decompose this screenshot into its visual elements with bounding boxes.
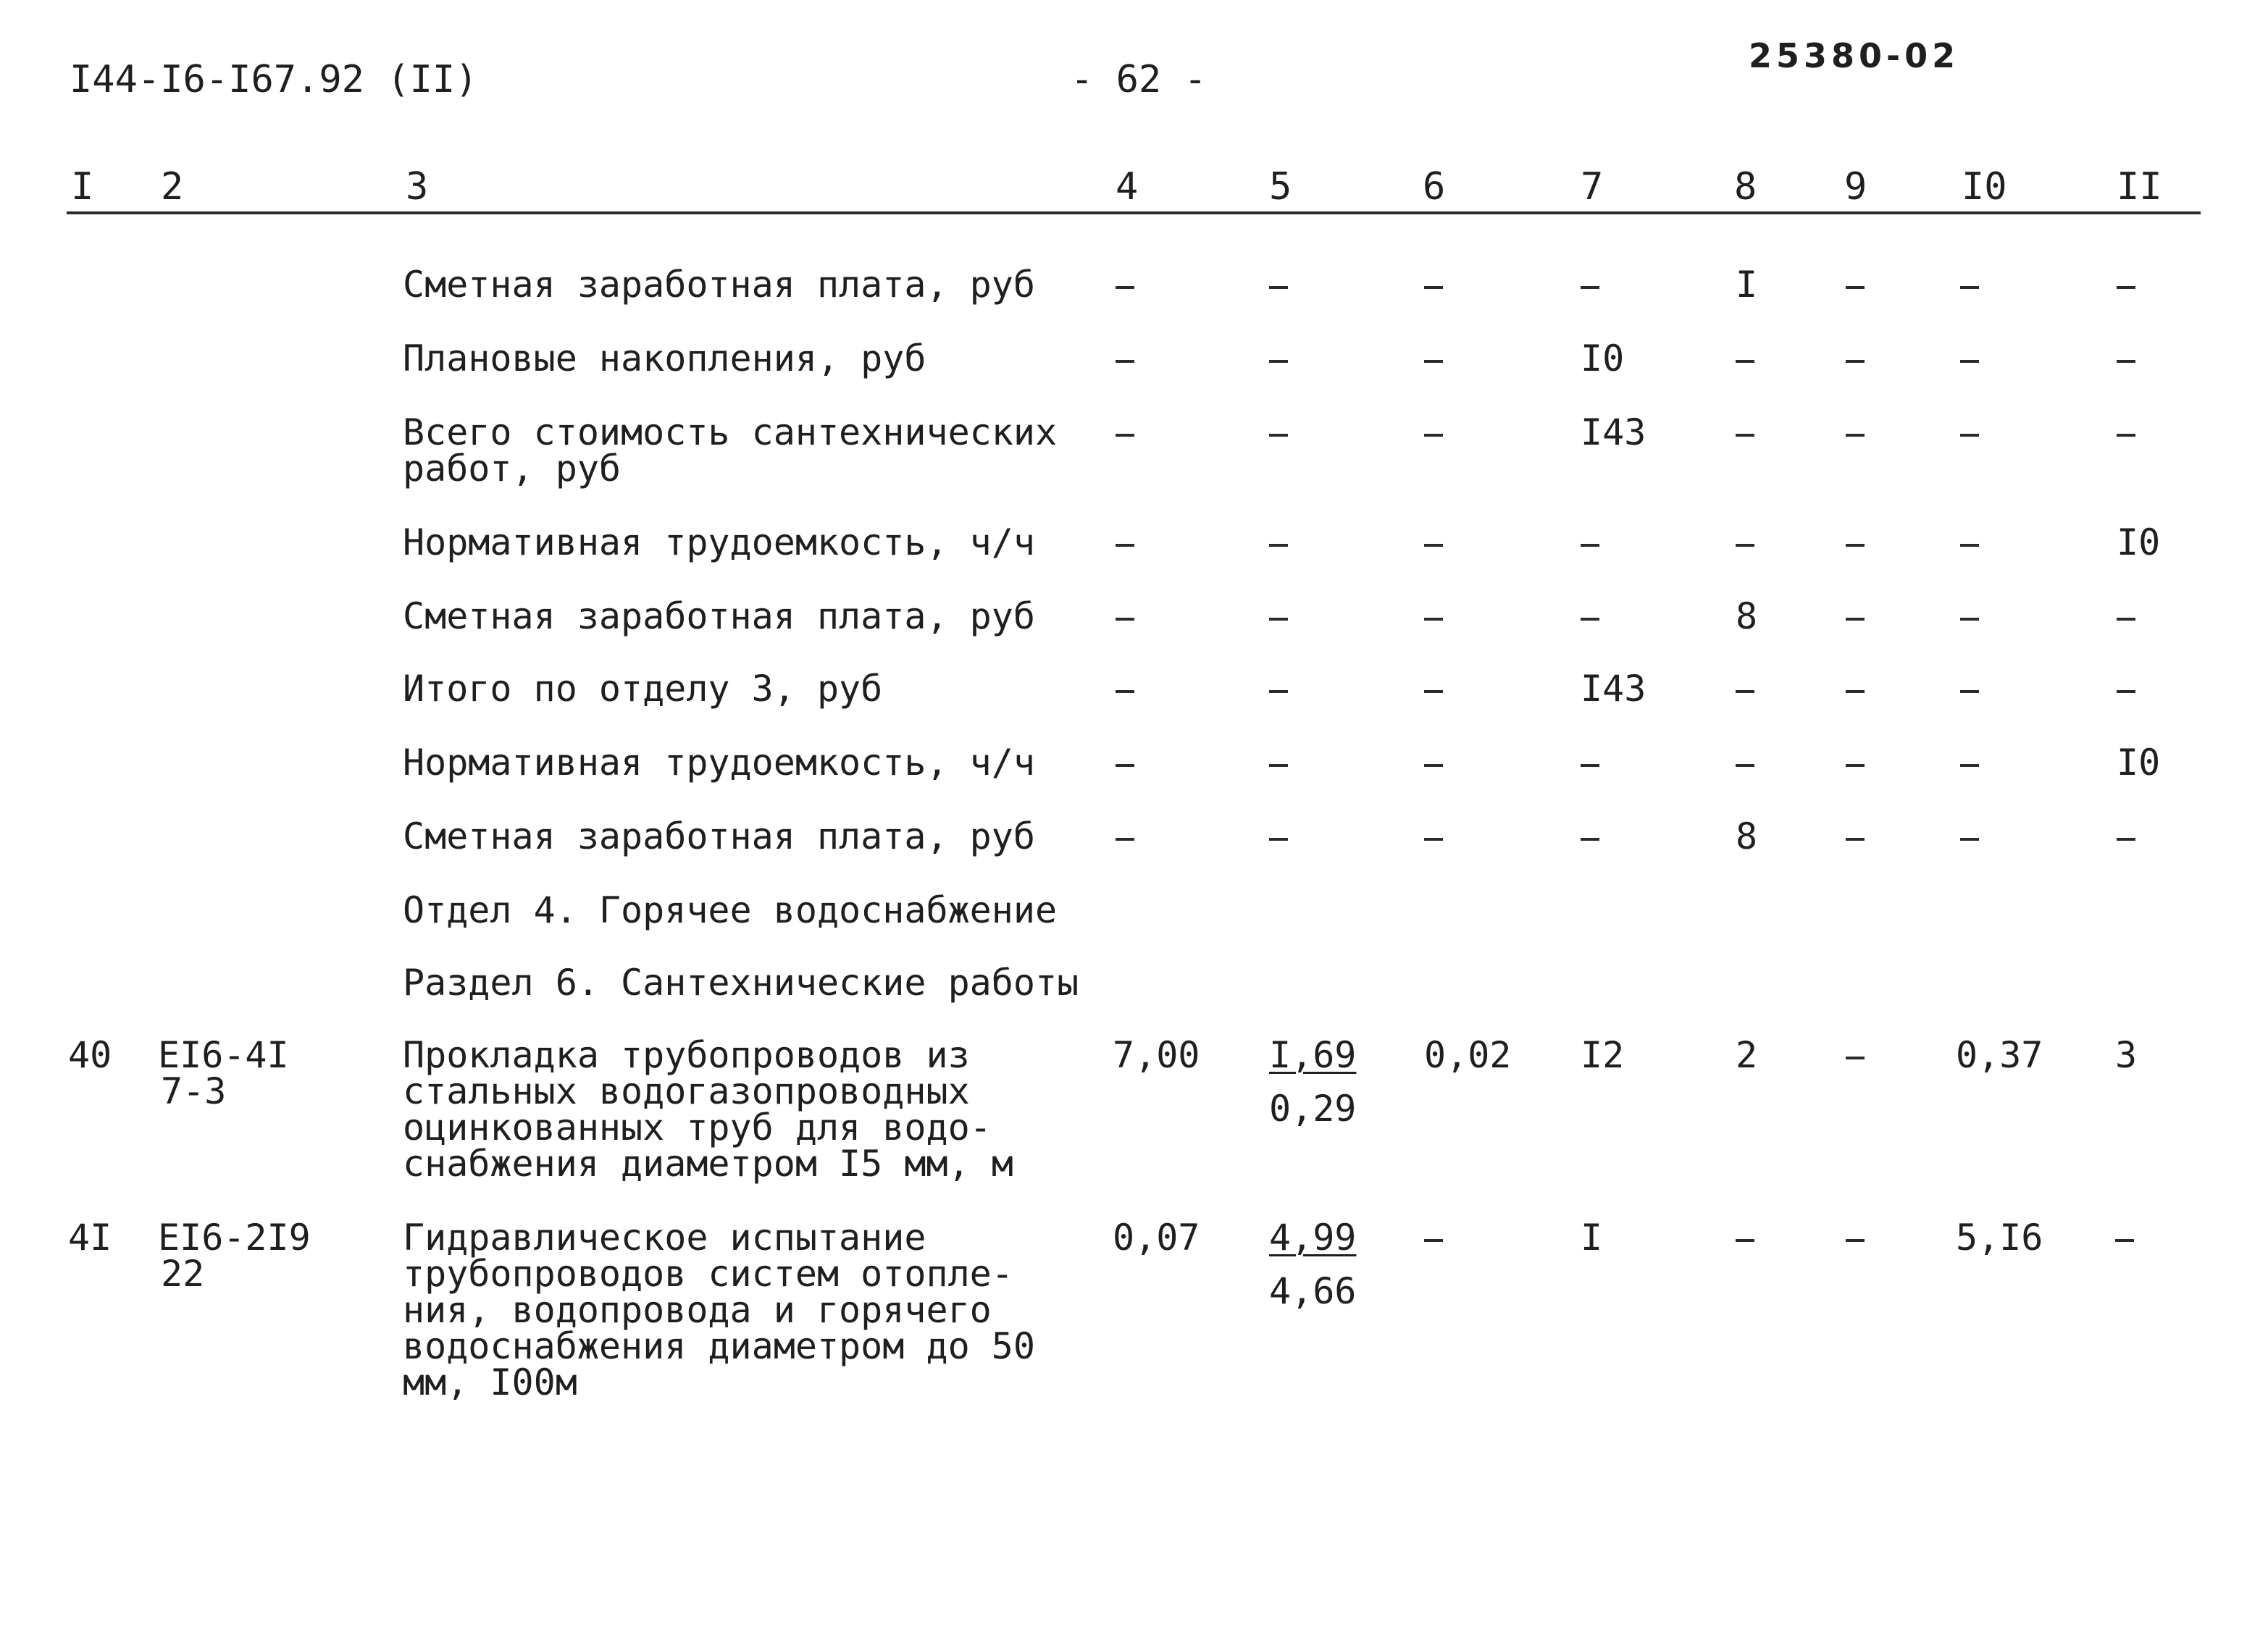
section-heading-text: Отдел 4. Горячее водоснабжение xyxy=(403,889,1058,931)
cell-col4 xyxy=(1116,414,1134,450)
cell-col4: 0,07 xyxy=(1113,1217,1200,1259)
dash-mark xyxy=(1269,286,1288,289)
dash-mark xyxy=(1116,286,1134,289)
dash-mark xyxy=(1960,764,1979,767)
cell-col6 xyxy=(1424,818,1443,855)
dash-mark xyxy=(1424,764,1443,767)
item-code xyxy=(158,1034,289,1112)
dash-mark xyxy=(1960,434,1979,437)
document-code: I44-I6-I67.92 (II) xyxy=(70,58,478,101)
dash-mark xyxy=(1736,690,1754,693)
cell-col8 xyxy=(1736,744,1754,781)
cell-col11: I0 xyxy=(2117,742,2161,784)
dash-mark xyxy=(1424,838,1443,841)
cell-col9 xyxy=(1846,1219,1865,1256)
dash-mark xyxy=(1846,360,1865,363)
dash-mark xyxy=(1960,690,1979,693)
item-code xyxy=(158,1217,311,1295)
cell-col11 xyxy=(2117,598,2135,634)
dash-mark xyxy=(1424,690,1443,693)
column-number-11: II xyxy=(2117,165,2162,209)
dash-mark xyxy=(1424,286,1443,289)
dash-mark xyxy=(1846,690,1865,693)
dash-mark xyxy=(2117,838,2135,841)
dash-mark xyxy=(1269,764,1288,767)
dash-mark xyxy=(1960,838,1979,841)
cell-col5 xyxy=(1269,744,1288,781)
cell-col7: I2 xyxy=(1581,1034,1625,1076)
cell-col10 xyxy=(1960,266,1979,303)
item-code-line: EI6-4I xyxy=(158,1034,289,1076)
dash-mark xyxy=(2117,360,2135,363)
dash-mark xyxy=(1116,764,1134,767)
dash-mark xyxy=(1269,434,1288,437)
cell-col6: 0,02 xyxy=(1424,1034,1512,1076)
cell-col9 xyxy=(1846,266,1865,303)
dash-mark xyxy=(1736,434,1754,437)
item-number: 4I xyxy=(68,1217,112,1259)
cell-col4 xyxy=(1116,340,1134,377)
column-number-3: 3 xyxy=(406,165,429,209)
dash-mark xyxy=(1269,360,1288,363)
cell-col5-top: I,69 xyxy=(1269,1034,1357,1076)
row-label: Итого по отделу 3, руб xyxy=(403,668,883,710)
dash-mark xyxy=(1581,544,1599,547)
dash-mark xyxy=(1581,618,1599,621)
cell-col4 xyxy=(1116,524,1134,560)
cell-col10 xyxy=(1960,818,1979,855)
row-label: Нормативная трудоемкость, ч/ч xyxy=(403,742,1035,784)
cell-col9 xyxy=(1846,524,1865,560)
dash-mark xyxy=(1960,618,1979,621)
dash-mark xyxy=(2117,690,2135,693)
dash-mark xyxy=(1736,360,1754,363)
cell-col5-bottom: 0,29 xyxy=(1269,1088,1357,1130)
cell-col11 xyxy=(2117,414,2135,450)
dash-mark xyxy=(2117,286,2135,289)
dash-mark xyxy=(2117,618,2135,621)
dash-mark xyxy=(1736,1239,1754,1242)
cell-col11 xyxy=(2117,266,2135,303)
cell-col9 xyxy=(1846,598,1865,634)
cell-col8: I xyxy=(1736,264,1758,306)
cell-col11: I0 xyxy=(2117,521,2161,563)
dash-mark xyxy=(1116,690,1134,693)
section-heading-text: Раздел 6. Сантехнические работы xyxy=(403,962,1079,1004)
dash-mark xyxy=(1116,434,1134,437)
cell-col5 xyxy=(1269,340,1288,377)
dash-mark xyxy=(1960,544,1979,547)
row-label: Сметная заработная плата, руб xyxy=(403,815,1035,857)
cell-col5 xyxy=(1269,598,1288,634)
cell-col11 xyxy=(2115,1219,2134,1256)
item-number: 40 xyxy=(68,1034,112,1076)
cell-col7: I xyxy=(1581,1217,1603,1259)
cell-col9 xyxy=(1846,744,1865,781)
cell-col4 xyxy=(1116,818,1134,855)
cell-col11: 3 xyxy=(2115,1034,2138,1076)
cell-col8: 8 xyxy=(1736,815,1758,857)
cell-col9 xyxy=(1846,818,1865,855)
dash-mark xyxy=(1424,360,1443,363)
cell-col4: 7,00 xyxy=(1113,1034,1200,1076)
cell-col9 xyxy=(1846,414,1865,450)
cell-col6 xyxy=(1424,671,1443,707)
cell-col10 xyxy=(1960,524,1979,560)
cell-col5 xyxy=(1269,671,1288,707)
dash-mark xyxy=(1846,544,1865,547)
dash-mark xyxy=(1846,838,1865,841)
dash-mark xyxy=(1269,544,1288,547)
cell-col8: 8 xyxy=(1736,595,1758,637)
cell-col5 xyxy=(1269,818,1288,855)
dash-mark xyxy=(1736,764,1754,767)
cell-col5 xyxy=(1269,524,1288,560)
dash-mark xyxy=(1116,838,1134,841)
dash-mark xyxy=(1424,618,1443,621)
cell-col4 xyxy=(1116,266,1134,303)
cell-col10: 5,I6 xyxy=(1956,1217,2043,1259)
page-number: - 62 - xyxy=(1071,58,1207,101)
item-code-line: 7-3 xyxy=(161,1070,227,1112)
dash-mark xyxy=(1846,1057,1865,1059)
cell-col5 xyxy=(1269,266,1288,303)
column-number-8: 8 xyxy=(1734,165,1757,209)
cell-col5-top: 4,99 xyxy=(1269,1217,1357,1259)
cell-col11 xyxy=(2117,340,2135,377)
cell-col10 xyxy=(1960,340,1979,377)
column-number-2: 2 xyxy=(161,165,184,209)
dash-mark xyxy=(1116,360,1134,363)
cell-col5 xyxy=(1269,1217,1357,1312)
column-number-5: 5 xyxy=(1269,165,1292,209)
row-label: Нормативная трудоемкость, ч/ч xyxy=(403,521,1035,563)
cell-col5-bottom: 4,66 xyxy=(1269,1270,1357,1312)
cell-col10 xyxy=(1960,744,1979,781)
column-number-6: 6 xyxy=(1423,165,1446,209)
dash-mark xyxy=(1116,544,1134,547)
item-code-line: 22 xyxy=(161,1253,205,1295)
cell-col8: 2 xyxy=(1736,1034,1758,1076)
dash-mark xyxy=(2115,1239,2134,1242)
dash-mark xyxy=(1846,764,1865,767)
column-number-1: I xyxy=(71,165,94,209)
dash-mark xyxy=(1581,286,1599,289)
cell-col7 xyxy=(1581,266,1599,303)
row-label: Сметная заработная плата, руб xyxy=(403,595,1035,637)
row-label: Плановые накопления, руб xyxy=(403,337,926,379)
cell-col6 xyxy=(1424,266,1443,303)
dash-mark xyxy=(2117,434,2135,437)
cell-col7 xyxy=(1581,524,1599,560)
cell-col4 xyxy=(1116,671,1134,707)
dash-mark xyxy=(1424,1239,1443,1242)
dash-mark xyxy=(1581,764,1599,767)
cell-col6 xyxy=(1424,744,1443,781)
dash-mark xyxy=(1269,618,1288,621)
cell-col4 xyxy=(1116,598,1134,634)
cell-col8 xyxy=(1736,1219,1754,1256)
cell-col6 xyxy=(1424,340,1443,377)
cell-col7 xyxy=(1581,818,1599,855)
cell-col9 xyxy=(1846,1037,1865,1073)
item-description: Гидравлическое испытание трубопроводов систем отопле-ния, водопровода и горячего водоснабжения диаметром до 50 мм, I00м xyxy=(403,1217,1035,1403)
dash-mark xyxy=(1846,618,1865,621)
cell-col7: I43 xyxy=(1581,411,1646,453)
row-label: Всего стоимость сантехнических работ, руб xyxy=(403,411,1058,490)
column-number-4: 4 xyxy=(1116,165,1139,209)
dash-mark xyxy=(1269,690,1288,693)
dash-mark xyxy=(1424,544,1443,547)
cell-col6 xyxy=(1424,598,1443,634)
dash-mark xyxy=(1581,838,1599,841)
cell-col11 xyxy=(2117,671,2135,707)
dash-mark xyxy=(1960,360,1979,363)
dash-mark xyxy=(1736,544,1754,547)
column-number-10: I0 xyxy=(1962,165,2007,209)
cell-col7 xyxy=(1581,598,1599,634)
row-label: Сметная заработная плата, руб xyxy=(403,264,1035,306)
cell-col4 xyxy=(1116,744,1134,781)
dash-mark xyxy=(1960,286,1979,289)
archive-stamp: 25380-02 xyxy=(1749,36,1960,75)
cell-col8 xyxy=(1736,414,1754,450)
dash-mark xyxy=(1424,434,1443,437)
item-code-line: EI6-2I9 xyxy=(158,1217,311,1259)
cell-col8 xyxy=(1736,671,1754,707)
cell-col7 xyxy=(1581,744,1599,781)
cell-col10 xyxy=(1960,414,1979,450)
column-number-9: 9 xyxy=(1844,165,1867,209)
cell-col10 xyxy=(1960,598,1979,634)
cell-col8 xyxy=(1736,340,1754,377)
cell-col9 xyxy=(1846,340,1865,377)
column-number-7: 7 xyxy=(1581,165,1604,209)
dash-mark xyxy=(1269,838,1288,841)
dash-mark xyxy=(1846,434,1865,437)
cell-col6 xyxy=(1424,414,1443,450)
cell-col6 xyxy=(1424,524,1443,560)
cell-col7: I43 xyxy=(1581,668,1646,710)
cell-col5 xyxy=(1269,414,1288,450)
dash-mark xyxy=(1116,618,1134,621)
cell-col10: 0,37 xyxy=(1956,1034,2043,1076)
cell-col10 xyxy=(1960,671,1979,707)
cell-col6 xyxy=(1424,1219,1443,1256)
item-description: Прокладка трубопроводов из стальных водогазопроводных оцинкованных труб для водо-снабжения диаметром I5 мм, м xyxy=(403,1034,1013,1185)
cell-col5 xyxy=(1269,1034,1357,1130)
dash-mark xyxy=(1846,286,1865,289)
dash-mark xyxy=(1846,1239,1865,1242)
cell-col11 xyxy=(2117,818,2135,855)
cell-col7: I0 xyxy=(1581,337,1625,379)
cell-col9 xyxy=(1846,671,1865,707)
cell-col8 xyxy=(1736,524,1754,560)
header-rule xyxy=(67,211,2201,214)
